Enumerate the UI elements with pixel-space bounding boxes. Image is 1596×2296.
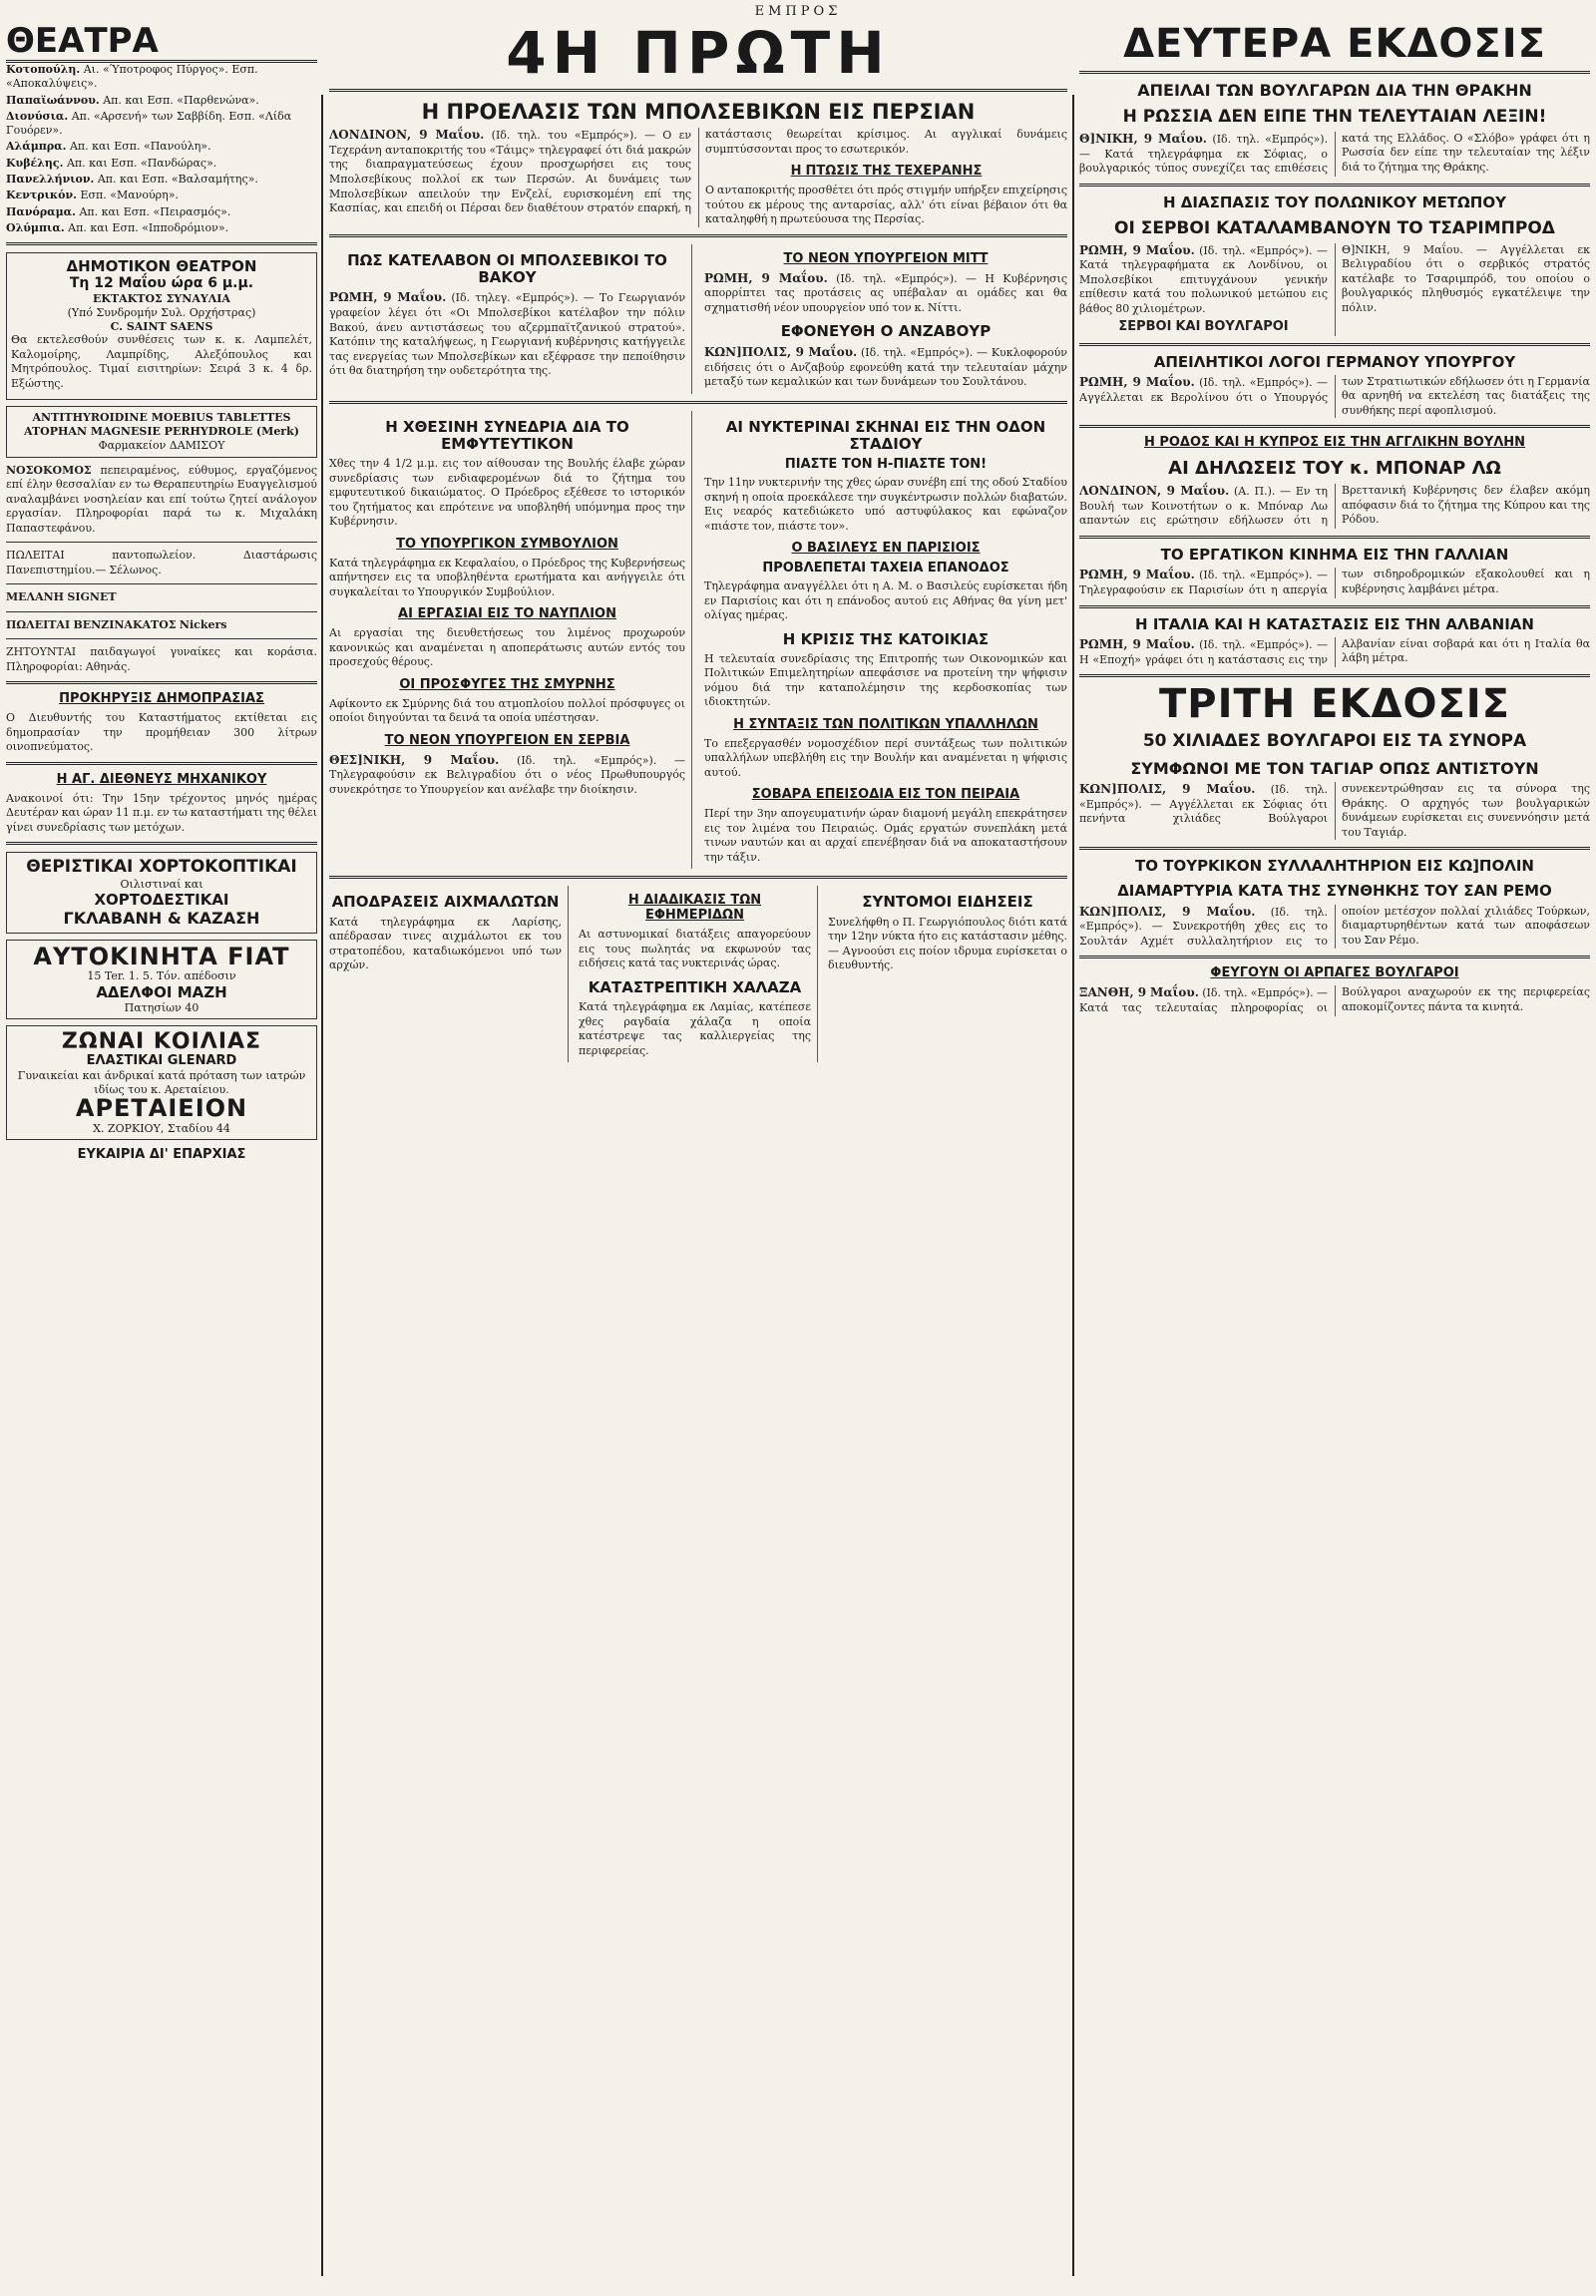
theatre-program: Απ. και Εσπ. «Πανδώρας».: [66, 156, 217, 170]
belts-text: Γυναικείαι και άνδρικαί κατά πρόταση των ιατρών ιδίως του κ. Αρεταίειου.: [17, 1068, 306, 1096]
theatres-list: [6, 63, 317, 235]
middle-row-2: [329, 411, 1067, 870]
theatre-program: Εσπ. «Μανούρη».: [80, 189, 179, 202]
stadiou-subheadline: ΠΙΑΣΤΕ ΤΟΝ Η-ΠΙΑΣΤΕ ΤΟΝ!: [784, 457, 988, 473]
theatre-item: [6, 110, 317, 139]
king-text: Τηλεγράφημα αναγγέλλει ότι η Α. Μ. ο Βασιλεύς ευρίσκεται ήδη εν Παρισίοις και ότι η επάνοδος αυτού εις Αθήνας θα γίνη μετ' ολίγας ημέρας.: [704, 579, 1067, 622]
divider: [1079, 184, 1590, 187]
polish-front-headline: Η ΔΙΑΣΠΑΣΙΣ ΤΟΥ ΠΟΛΩΝΙΚΟΥ ΜΕΤΩΠΟΥ: [1163, 192, 1506, 211]
mitt-text: (Ιδ. τηλ. «Εμπρός»). — Η Κυβέρνησις απορρίπτει τας προτάσεις ας υπέβαλαν αι ομάδες και θα σχηματισθή νέον υπουργείον υπό τον κ. Νίττι.: [704, 271, 1067, 314]
theatres-title: ΘΕΑΤΡΑ: [6, 24, 317, 63]
russia-headline: Η ΡΩΣΣΙΑ ΔΕΝ ΕΙΠΕ ΤΗΝ ΤΕΛΕΥΤΑΙΑΝ ΛΕΞΙΝ!: [1122, 107, 1547, 128]
column-divider: [1072, 95, 1074, 2276]
grocery-ad: ΠΩΛΕΙΤΑΙ παντοπωλείον. Διαστάρωσις Πανεπιστημίου.— Σέλωνος.: [6, 549, 317, 576]
german-text: (Ιδ. τηλ. «Εμπρός»). — Αγγέλλεται εκ Βερολίνου ότι ο Υπουργός των Στρατιωτικών εδήλωσεν ότι η Γερμανία θα αρνηθή να εκτελέση τας διατάξεις της συνθήκης περί αφοπλισμού.: [1079, 374, 1590, 417]
divider: [6, 611, 317, 612]
serbia-headline: ΤΟ ΝΕΟΝ ΥΠΟΥΡΓΕΙΟΝ ΕΝ ΣΕΡΒΙΑ: [384, 732, 630, 748]
theatre-item: [6, 173, 317, 187]
divider: [1079, 536, 1590, 539]
auction-title: ΠΡΟΚΗΡΥΞΙΣ ΔΗΜΟΠΡΑΣΙΑΣ: [59, 691, 264, 707]
motorboat-ad: ΠΩΛΕΙΤΑΙ ΒΕΝΖΙΝΑΚΑΤΟΣ Νickers: [6, 617, 227, 631]
newspapers-text: Αι αστυνομικαί διατάξεις απαγορεύουν εις τους πωλητάς να εκφωνούν τας ειδήσεις κατά τας νυκτερινάς ώρας.: [579, 928, 811, 970]
middle-row-1: [329, 244, 1067, 394]
lead-dateline: ΛΟΝΔΙΝΟΝ, 9 Μαΐου.: [329, 128, 485, 143]
fugitives-text: (Ιδ. τηλ. «Εμπρός»). — Κατά τας τελευταίας πληροφορίας οι Βούλγαροι αναχωρούν εκ της περιφερείας αποκομίζοντες πάντα τα κινητά.: [1079, 985, 1590, 1015]
serbs-text: (Ιδ. τηλ. «Εμπρός»). — Κατά τηλεγραφήματα εκ Λονδίνου, οι Μπολσεβίκοι επιτυγχάνουν γενικήν επίθεσιν κατά του πολωνικού μετώπου εις βάθος 80 χιλιομέτρων.: [1079, 243, 1328, 315]
theatre-item: [6, 189, 317, 202]
threat-text: (Ιδ. τηλ. «Εμπρός»). — Κατά τηλεγράφημα εκ Σόφιας, ο βουλγαρικός τύπος συνεχίζει τας επιθέσεις κατά της Ελλάδος. Ο «Σλόβο» γράφει ότι η Ρωσσία δεν είπε την τελευταίαν της λέξιν διά το ζήτημα της Θράκης.: [1079, 131, 1590, 176]
theatre-name: Παπαϊωάννου.: [6, 93, 100, 107]
bulgars-dateline: ΚΩΝ]ΠΟΛΙΣ, 9 Μαΐου.: [1079, 782, 1256, 797]
baku-headline: ΠΩΣ ΚΑΤΕΛΑΒΟΝ ΟΙ ΜΠΟΛΣΕΒΙΚΟΙ ΤΟ ΒΑΚΟΥ: [347, 250, 667, 286]
divider: [1079, 605, 1590, 608]
nurse-ad: [6, 464, 317, 537]
king-headline: Ο ΒΑΣΙΛΕΥΣ ΕΝ ΠΑΡΙΣΙΟΙΣ: [791, 541, 981, 557]
aretaieion-title: ΑΡΕΤΑΙΕΙΟΝ: [75, 1094, 248, 1123]
france-labour-headline: ΤΟ ΕΡΓΑΤΙΚΟΝ ΚΙΝΗΜΑ ΕΙΣ ΤΗΝ ΓΑΛΛΙΑΝ: [1160, 545, 1509, 564]
bulgars-border-headline: 50 ΧΙΛΙΑΔΕΣ ΒΟΥΛΓΑΡΟΙ ΕΙΣ ΤΑ ΣΥΝΟΡΑ: [1142, 731, 1527, 752]
theatre-program: Απ. και Εσπ. «Ιπποδρόμιον».: [68, 220, 229, 234]
theatre-program: Αι. «Ύποτροφος Πύργος». Εσπ. «Αποκαλύψεις».: [6, 63, 258, 91]
bulgarian-threat-headline: ΑΠΕΙΛΑΙ ΤΩΝ ΒΟΥΛΓΑΡΩΝ ΔΙΑ ΤΗΝ ΘΡΑΚΗΝ: [1137, 81, 1532, 100]
aretaieion-sub: Χ. ΖΟΡΚΙΟΥ, Σταδίου 44: [93, 1121, 230, 1135]
theatre-name: Ολύμπια.: [6, 220, 65, 234]
serbs-dateline: ΡΩΜΗ, 9 Μαΐου.: [1079, 242, 1195, 257]
fiat-ad: [6, 940, 317, 1020]
theatre-program: Απ. και Εσπ. «Πειρασμός».: [79, 204, 231, 218]
german-dateline: ΡΩΜΗ, 9 Μαΐου.: [1079, 374, 1195, 389]
theatre-name: Αλάμπρα.: [6, 140, 67, 154]
left-column: [6, 24, 317, 2278]
theatre-item: [6, 157, 317, 171]
theatre-name: Κεντρικόν.: [6, 189, 77, 202]
middle-column: [329, 24, 1067, 2278]
theatre-program: Απ. και Εσπ. «Πανούλη».: [69, 140, 211, 154]
serbs-headline: ΟΙ ΣΕΡΒΟΙ ΚΑΤΑΛΑΜΒΑΝΟΥΝ ΤΟ ΤΣΑΡΙΜΠΡΟΔ: [1114, 218, 1555, 239]
stadiou-text: Την 11ην νυκτερινήν της χθες ώραν συνέβη επί της οδού Σταδίου σκηνή η οποία προεκάλεσε την συγκέντρωσιν πολλών διαβατών. Εις νεαρός κατεδιώκετο υπό αστυφύλακος και εφώναζον «πιάστε τον, πιάστε τον».: [704, 476, 1067, 533]
piraeus-text: Περί την 3ην απογευματινήν ώραν διαμονή μεγάλη επεκράτησεν εις τον λιμένα του Πειραιώς. Ομάς εργατών συνεπλάκη μετά τινων ναυτών και αι αρχαί επενέβησαν διά να αποκαταστήσουν την τάξιν.: [704, 807, 1067, 864]
hail-headline: ΚΑΤΑΣΤΡΕΠΤΙΚΗ ΧΑΛΑΖΑ: [588, 977, 802, 996]
theatre-name: Διονύσια.: [6, 109, 69, 123]
theatre-name: Κοτοπούλη.: [6, 63, 81, 76]
german-minister-headline: ΑΠΕΙΛΗΤΙΚΟΙ ΛΟΓΟΙ ΓΕΡΜΑΝΟΥ ΥΠΟΥΡΓΟΥ: [1153, 352, 1516, 371]
theatre-program: Απ. «Αρσενή» των Σαββίδη. Εσπ. «Λίδα Γουόρεν».: [6, 109, 292, 138]
divider: [1079, 847, 1590, 850]
company-notice-text: Ανακοινοί ότι: Την 15ην τρέχοντος μηνός ημέρας Δευτέραν και ώραν 11 π.μ. εν τω καταστήματι της θέλει γίνει συνεδρίασις των μετόχων.: [6, 791, 317, 834]
baku-text: (Ιδ. τηλεγ. «Εμπρός»). — Το Γεωργιανόν γραφείον λέγει ότι «Οι Μπολσεβίκοι κατέλαβον την πόλιν Βακού, άνευ αντιστάσεως του αζερμπαϊτζανικού στρατού». Κατόπιν της καταλήψεως, η Γεωργιανή κυβέρνησις κατήγγειλε τας ενεργείας των Μπολσεβίκων και εξέφρασε την πεποίθησιν ότι θα διατηρήση την ουδετερότητα της.: [329, 291, 686, 378]
farm-machinery-ad: [6, 852, 317, 933]
divider: [6, 242, 317, 245]
turkish-rally-headline: ΤΟ ΤΟΥΡΚΙΚΟΝ ΣΥΛΛΑΛΗΤΗΡΙΟΝ ΕΙΣ ΚΩ]ΠΟΛΙΝ: [1135, 857, 1534, 876]
brief-news-text: Συνελήφθη ο Π. Γεωργιόπουλος διότι κατά την 12ην νύκτα ήτο εις κατάστασιν μέθης. — Αγνοούσι εις ποίον ιδρυμα ευρίσκεται ο διευθυντής.: [828, 915, 1067, 972]
theatre-item: [6, 94, 317, 108]
divider: [329, 401, 1067, 404]
rhodes-dateline: ΛΟΝΔΙΝΟΝ, 9 Μαΐου.: [1079, 484, 1230, 499]
escapes-text: Κατά τηλεγράφημα εκ Λαρίσης, απέδρασαν τινες αιχμάλωτοι εκ του στρατοπέδου, καταδιωκόμενοι υπό των αρχών.: [329, 915, 562, 972]
fugitives-dateline: ΞΑΝΘΗ, 9 Μαΐου.: [1079, 985, 1199, 1000]
fiat-company: ΑΔΕΛΦΟΙ ΜΑΖΗ: [96, 982, 227, 1001]
auction-text: Ο Διευθυντής του Καταστήματος εκτίθεται εις δημοπρασίαν την προμήθειαν 300 λίτρων οινοπνεύματος.: [6, 711, 317, 754]
rhodes-headline: Η ΡΟΔΟΣ ΚΑΙ Η ΚΥΠΡΟΣ ΕΙΣ ΤΗΝ ΑΓΓΛΙΚΗΝ ΒΟΥΛΗΝ: [1143, 435, 1526, 451]
divider: [329, 89, 1067, 92]
fiat-address: Πατησίων 40: [124, 1000, 200, 1014]
theatre-name: Πανόραμα.: [6, 204, 76, 218]
divider: [1079, 956, 1590, 958]
lead-text: (Ιδ. τηλ. του «Εμπρός»). — Ο εν Τεχεράνη ανταποκριτής του «Τάιμς» τηλεγραφεί ότι διά μακρών της διαπραγματεύσεως έχουν προσχωρήσει εις τους Μπολσεβίκους πολλοί εκ των Περσών. Αι δυνάμεις των Μπολσεβίκων απειλούν την Ενζελί, ευρισκομένη επί της Κασπίας, και επειδή οι Πέρσαι δεν διαθέτουν στρατόν επαρκή, η κατάστασις θεωρείται κρίσιμος. Αι αγγλικαί δυνάμεις συμπτύσσονται προς το εσωτερικόν.: [329, 128, 1067, 215]
right-column: [1079, 24, 1590, 2278]
serbs-bulgars-subheadline: ΣΕΡΒΟΙ ΚΑΙ ΒΟΥΛΓΑΡΟΙ: [1118, 319, 1289, 335]
theatre-item: [6, 205, 317, 219]
smyrna-headline: ΟΙ ΠΡΟΣΦΥΓΕΣ ΤΗΣ ΣΜΥΡΝΗΣ: [399, 676, 615, 692]
first-edition-title: 4Η ΠΡΩΤΗ: [506, 24, 891, 87]
farm-company: ΓΚΛΑΒΑΝΗ & ΚΑΖΑΣΗ: [63, 909, 260, 929]
municipal-concert: ΕΚΤΑΚΤΟΣ ΣΥΝΑΥΛΙΑ: [93, 292, 230, 306]
pharmacy-ad: [6, 406, 317, 457]
fugitives-headline: ΦΕΥΓΟΥΝ ΟΙ ΑΡΠΑΓΕΣ ΒΟΥΛΓΑΡΟΙ: [1210, 965, 1459, 981]
housing-headline: Η ΚΡΙΣΙΣ ΤΗΣ ΚΑΤΟΙΚΙΑΣ: [782, 629, 990, 648]
newspapers-headline: Η ΔΙΑΔΙΚΑΣΙΣ ΤΩΝ ΕΦΗΜΕΡΙΔΩΝ: [627, 893, 762, 924]
municipal-sub: (Υπό Συνδρομήν Συλ. Ορχήστρας): [67, 305, 256, 319]
emphyteutikon-text: Χθες την 4 1/2 μ.μ. εις τον αίθουσαν της Βουλής έλαβε χώραν συνεδρίασις των ενδιαφερομένων διά το ζήτημα του εμφυτευτικού δικαιώματος. Ο Πρόεδρος εξέθεσε το ιστορικόν του ζητήματος και επρότεινε να υποβληθή υπόμνημα προς την Κυβέρνησιν.: [329, 457, 685, 529]
hail-text: Κατά τηλεγράφημα εκ Λαμίας, κατέπεσε χθες ραγδαία χάλαζα η οποία κατέστρεψε τας καλλιεργείας της περιφερείας.: [579, 1000, 811, 1057]
divider: [6, 762, 317, 765]
belts-title: ΖΩΝΑΙ ΚΟΙΛΙΑΣ: [61, 1029, 262, 1055]
threat-dateline: Θ]ΝΙΚΗ, 9 Μαΐου.: [1079, 131, 1207, 146]
theatre-program: Απ. και Εσπ. «Βαλσαμήτης».: [97, 173, 258, 187]
tagiar-headline: ΣΥΜΦΩΝΟΙ ΜΕ ΤΟΝ ΤΑΓΙΑΡ ΟΠΩΣ ΑΝΤΙΣΤΟΥΝ: [1130, 758, 1539, 778]
divider: [1079, 425, 1590, 428]
divider: [1079, 71, 1590, 74]
lead-article: [329, 128, 1067, 227]
escapes-headline: ΑΠΟΔΡΑΣΕΙΣ ΑΙΧΜΑΛΩΤΩΝ: [331, 893, 560, 912]
second-edition-title: ΔΕΥΤΕΡΑ ΕΚΔΟΣΙΣ: [1123, 24, 1546, 67]
france-dateline: ΡΩΜΗ, 9 Μαΐου.: [1079, 568, 1195, 582]
signet-ink-ad: ΜΕΛΑΝΗ SIGNET: [6, 590, 117, 604]
cabinet-text: Κατά τηλεγράφημα εκ Κεφαλαίου, ο Πρόεδρος της Κυβερνήσεως απήντησεν εις τα υποβληθέντα ερωτήματα και ανήγγειλε ότι συγκαλείται το Υπουργικόν Συμβούλιον.: [329, 556, 685, 598]
stadiou-headline: ΑΙ ΝΥΚΤΕΡΙΝΑΙ ΣΚΗΝΑΙ ΕΙΣ ΤΗΝ ΟΔΟΝ ΣΤΑΔΙΟΥ: [725, 417, 1046, 453]
column-divider: [321, 95, 323, 2276]
tehran-headline: Η ΠΤΩΣΙΣ ΤΗΣ ΤΕΧΕΡΑΝΗΣ: [790, 164, 983, 180]
anzavour-dateline: ΚΩΝ]ΠΟΛΙΣ, 9 Μαΐου.: [704, 344, 858, 359]
pharmacy-name: Φαρμακείον ΔΑΜΙΣΟΥ: [98, 438, 225, 452]
theatre-name: Πανελλήνιον.: [6, 173, 95, 187]
serbs-text-2: Θ]ΝΙΚΗ, 9 Μαΐου. — Αγγέλλεται εκ Βελιγραδίου ότι ο σερβικός στρατός κατέλαβε το Τσαριμπρόδ, του οποίου ο βουλγαρικός πληθυσμός εγκατέλειψε την πόλιν.: [1342, 242, 1590, 314]
municipal-title: ΔΗΜΟΤΙΚΟΝ ΘΕΑΤΡΟΝ: [66, 257, 257, 276]
farm-title-2: ΧΟΡΤΟΔΕΣΤΙΚΑΙ: [94, 891, 229, 910]
nafplion-headline: ΑΙ ΕΡΓΑΣΙΑΙ ΕΙΣ ΤΟ ΝΑΥΠΛΙΟΝ: [398, 606, 616, 622]
pharmacy-products: ANTITHYROIDINE MOEBIUS TABLETTES ATOPHAN MAGNESIE PERHYDROLE (Merk): [24, 411, 299, 439]
bulgars-text: (Ιδ. τηλ. «Εμπρός»). — Αγγέλλεται εκ Σόφιας ότι πενήντα χιλιάδες Βούλγαροι συνεκεντρώθησαν εις τα σύνορα της Θράκης. Ο αρχηγός των βουλγαρικών δυνάμεων ευρίσκεται εις συνεννόησιν μετά του Ταγιάρ.: [1079, 782, 1590, 839]
municipal-composer: C. SAINT SAENS: [110, 319, 213, 333]
divider: [6, 583, 317, 584]
municipal-theatre-ad: [6, 252, 317, 400]
theatre-item: [6, 140, 317, 154]
provinces-ad: ΕΥΚΑΙΡΙΑ ΔΙ' ΕΠΑΡΧΙΑΣ: [77, 1147, 246, 1163]
italy-albania-headline: Η ΙΤΑΛΙΑ ΚΑΙ Η ΚΑΤΑΣΤΑΣΙΣ ΕΙΣ ΤΗΝ ΑΛΒΑΝΙΑΝ: [1135, 614, 1534, 633]
baku-dateline: ΡΩΜΗ, 9 Μαΐου.: [329, 290, 447, 305]
middle-row-3: [329, 886, 1067, 1062]
divider: [6, 638, 317, 639]
mitt-headline: ΤΟ ΝΕΟΝ ΥΠΟΥΡΓΕΙΟΝ ΜΙΤΤ: [783, 250, 989, 266]
cabinet-headline: ΤΟ ΥΠΟΥΡΓΙΚΟΝ ΣΥΜΒΟΥΛΙΟΝ: [396, 536, 618, 552]
farm-title: ΘΕΡΙΣΤΙΚΑΙ ΧΟΡΤΟΚΟΠΤΙΚΑΙ: [26, 857, 297, 878]
nurse-text: πεπειραμένος, εύθυμος, εργαζόμενος επί έλην θεσσαλίαν εν τω Θεραπευτηρίω Ευαγγελισμού αναλαμβάνει νοσηλείαν και επί τούτω ζητεί ανάλογον εργασίαν. Πληροφορίαι παρά τω κ. Μιχαλάκη Παπαστεφάνου.: [6, 463, 317, 535]
rhodes-text: (Α. Π.). — Εν τη Βουλή των Κοινοτήτων ο κ. Μπόναρ Λω απαντών εις ερώτησιν εδήλωσεν ότι η Βρεττανική Κυβέρνησις δεν έλαβεν ακόμη απόφασιν διά το ζήτημα της Κύπρου και της Ρόδου.: [1079, 484, 1590, 528]
anzavour-headline: ΕΦΟΝΕΥΘΗ Ο ΑΝΖΑΒΟΥΡ: [780, 322, 992, 341]
turk-text: (Ιδ. τηλ. «Εμπρός»). — Συνεκροτήθη χθες εις το Σουλτάν Αχμέτ συλλαλητήριον εις το οποίον μετέσχον πολλαί χιλιάδες Τούρκων, διαμαρτυρηθέντων κατά των αποφάσεων του Σαν Ρέμο.: [1079, 904, 1590, 948]
divider: [329, 876, 1067, 879]
masthead-text: ΕΜΠΡΟΣ: [754, 4, 842, 19]
anzavour-text: (Ιδ. τηλ. «Εμπρός»). — Κυκλοφορούν ειδήσεις ότι ο Ανζαβούρ εφονεύθη κατά την τελευταίαν μάχην μεταξύ των κεμαλικών και των δυνάμεων του Σουλτάνου.: [704, 345, 1067, 389]
divider: [6, 842, 317, 845]
serbia-dateline: ΘΕΣ]ΝΙΚΗ, 9 Μαΐου.: [329, 752, 500, 767]
belts-sub: ΕΛΑΣΤΙΚΑΙ GLENARD: [86, 1053, 237, 1069]
italy-text: (Ιδ. τηλ. «Εμπρός»). — Η «Εποχή» γράφει ότι η κατάστασις εις την Αλβανίαν είναι σοβαρά και ότι η Ιταλία θα λάβη μέτρα.: [1079, 636, 1590, 666]
theatre-program: Απ. και Εσπ. «Παρθενώνα».: [103, 93, 259, 107]
third-edition-title: ΤΡΙΤΗ ΕΚΔΟΣΙΣ: [1159, 681, 1510, 728]
king-subheadline: ΠΡΟΒΛΕΠΕΤΑΙ ΤΑΧΕΙΑ ΕΠΑΝΟΔΟΣ: [762, 561, 1009, 576]
mitt-dateline: ΡΩΜΗ, 9 Μαΐου.: [704, 270, 828, 285]
theatre-name: Κυβέλης.: [6, 156, 64, 170]
tutors-ad: ΖΗΤΟΥΝΤΑΙ παιδαγωγοί γυναίκες και κοράσια. Πληροφορίαι: Αθηνάς.: [6, 645, 317, 673]
italy-dateline: ΡΩΜΗ, 9 Μαΐου.: [1079, 636, 1195, 651]
belts-ad: [6, 1025, 317, 1140]
pensions-headline: Η ΣΥΝΤΑΞΙΣ ΤΩΝ ΠΟΛΙΤΙΚΩΝ ΥΠΑΛΛΗΛΩΝ: [733, 716, 1038, 732]
divider: [1079, 343, 1590, 346]
divider: [1079, 674, 1590, 677]
france-text: (Ιδ. τηλ. «Εμπρός»). — Τηλεγραφούσιν εκ Παρισίων ότι η απεργία των σιδηροδρομικών εξακολουθεί και η κυβέρνησις λαμβάνει μέτρα.: [1079, 568, 1590, 596]
turk-dateline: ΚΩΝ]ΠΟΛΙΣ, 9 Μαΐου.: [1079, 904, 1256, 919]
tehran-text: Ο ανταποκριτής προσθέτει ότι πρός στιγμήν υπήρξεν επιχείρησις τούτου εκ μέρους της ανταρσίας, αλλ' ότι είναι βέβαιον ότι θα καταληφθή η πρωτεύουσα της Περσίας.: [705, 184, 1067, 226]
pensions-text: Το επεξεργασθέν νομοσχέδιον περί συντάξεως των πολιτικών υπαλλήλων υπεβλήθη εις την Βουλήν και αναμένεται η ψήφισις αυτού.: [704, 736, 1067, 779]
smyrna-text: Αφίκοντο εκ Σμύρνης διά του ατμοπλοίου πολλοί πρόσφυγες οι οποίοι διηγούνται τα δεινά τα οποία υπέστησαν.: [329, 696, 685, 725]
san-remo-headline: ΔΙΑΜΑΡΤΥΡΙΑ ΚΑΤΑ ΤΗΣ ΣΥΝΘΗΚΗΣ ΤΟΥ ΣΑΝ ΡΕΜΟ: [1117, 882, 1552, 901]
masthead-strip: [0, 0, 1596, 22]
fiat-title: ΑΥΤΟΚΙΝΗΤΑ FIAT: [33, 942, 290, 970]
municipal-date: Τη 12 Μαΐου ώρα 6 μ.μ.: [69, 275, 254, 292]
nafplion-text: Αι εργασίαι της διευθετήσεως του λιμένος προχωρούν κανονικώς και αναμένεται η αποπεράτωσις αυτών εντός του προσεχούς θέρους.: [329, 626, 685, 669]
fiat-text: 15 Ter. 1. 5. Τόν. απέδοσιν: [87, 968, 236, 982]
theatre-item: [6, 63, 317, 92]
serbia-text: (Ιδ. τηλ. «Εμπρός»). — Τηλεγραφούσιν εκ Βελιγραδίου ότι ο νέος Πρωθυπουργός συνεκρότησε το Υπουργείον και ανέλαβε την διοίκησιν.: [329, 753, 686, 796]
theatre-item: [6, 221, 317, 235]
nurse-title: ΝΟΣΟΚΟΜΟΣ: [6, 463, 92, 477]
piraeus-headline: ΣΟΒΑΡΑ ΕΠΕΙΣΟΔΙΑ ΕΙΣ ΤΟΝ ΠΕΙΡΑΙΑ: [751, 787, 1020, 803]
housing-text: Η τελευταία συνεδρίασις της Επιτροπής των Οικονομικών και Πολιτικών Επιμελητηρίων απεφάσισε να προτείνη την ψήφισιν νόμου διά την καταπολέμησιν της κερδοσκοπίας των ιδιοκτητών.: [704, 651, 1067, 709]
company-notice-title: Η ΑΓ. ΔΙΕΘΝΕΥΣ ΜΗΧΑΝΙΚΟΥ: [56, 771, 267, 787]
divider: [6, 681, 317, 684]
emphyteutikon-headline: Η ΧΘΕΣΙΝΗ ΣΥΝΕΔΡΙΑ ΔΙΑ ΤΟ ΕΜΦΥΤΕΥΤΙΚΟΝ: [385, 417, 629, 453]
lead-headline: Η ΠΡΟΕΛΑΣΙΣ ΤΩΝ ΜΠΟΛΣΕΒΙΚΩΝ ΕΙΣ ΠΕΡΣΙΑΝ: [421, 100, 976, 124]
municipal-text: Θα εκτελεσθούν συνθέσεις των κ. κ. Λαμπελέτ, Καλομοίρης, Λαμπρίδης, Αλεξόπουλος και Μητρόπουλος. Τιμαί εισιτηρίων: Σειρά 3 κ. 4 δρ. Εξώστης.: [11, 333, 312, 390]
bonar-law-headline: ΑΙ ΔΗΛΩΣΕΙΣ ΤΟΥ κ. ΜΠΟΝΑΡ ΛΩ: [1168, 458, 1501, 480]
farm-sub: Οιλιστιναί και: [120, 877, 203, 891]
divider: [6, 542, 317, 543]
brief-news-headline: ΣΥΝΤΟΜΟΙ ΕΙΔΗΣΕΙΣ: [862, 893, 1033, 912]
divider: [329, 234, 1067, 237]
